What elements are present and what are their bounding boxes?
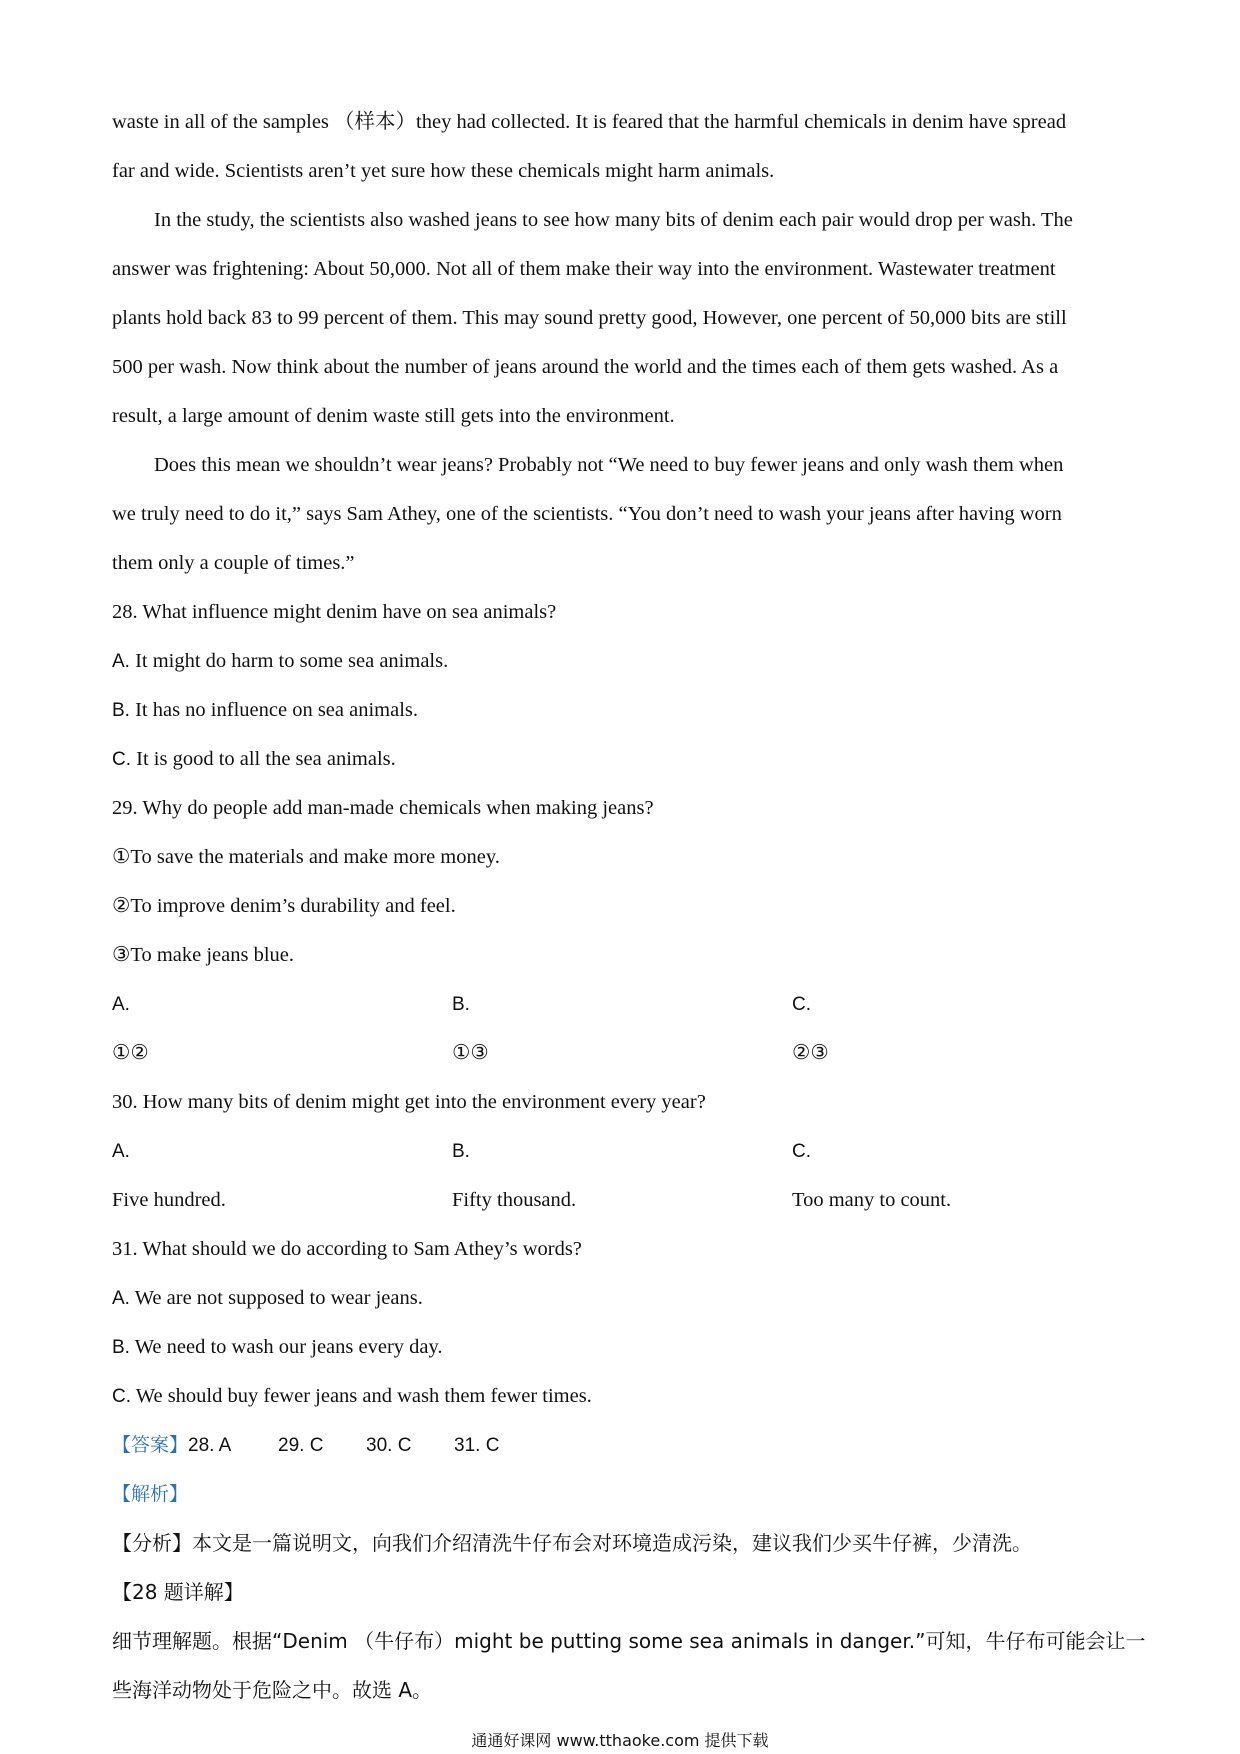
- option-b: [112, 1323, 1130, 1372]
- option-letter: B.: [452, 1141, 470, 1162]
- analysis-label: 【解析】: [112, 1483, 189, 1505]
- answer-item: 30. C: [366, 1435, 412, 1456]
- question-29: [112, 784, 1130, 1078]
- passage-line: we truly need to do it,” says Sam Athey, one of the scientists. “You don’t need to wash your jeans after having worn: [112, 503, 1062, 525]
- option-text: It has no influence on sea animals.: [135, 699, 419, 721]
- option-a: [112, 637, 1130, 686]
- option-text: Too many to count.: [792, 1189, 952, 1211]
- option-text: We are not supposed to wear jeans.: [134, 1287, 423, 1309]
- question-31: [112, 1225, 1130, 1421]
- statement-item: ③To make jeans blue.: [112, 944, 295, 966]
- option-letter: A.: [112, 1288, 130, 1309]
- option-letter: C.: [792, 1141, 811, 1162]
- option-text: Fifty thousand.: [452, 1189, 577, 1211]
- answer-item: 28. A: [188, 1435, 232, 1456]
- option-a: [112, 1274, 1130, 1323]
- options-row: [112, 1127, 1130, 1225]
- option-a: [112, 1127, 452, 1225]
- option-letter: A.: [112, 1141, 130, 1162]
- answer-item: 29. C: [278, 1435, 324, 1456]
- option-c: [112, 735, 1130, 784]
- option-text: It might do harm to some sea animals.: [135, 650, 449, 672]
- answer-label: 【答案】: [112, 1434, 189, 1456]
- page-footer: 通通好课网 www.tthaoke.com 提供下载: [471, 1731, 769, 1750]
- option-text: We need to wash our jeans every day.: [134, 1336, 443, 1358]
- statement-item: ①To save the materials and make more money.: [112, 846, 500, 868]
- option-letter: A.: [112, 994, 130, 1015]
- options-row: [112, 980, 1130, 1078]
- question-30: [112, 1078, 1130, 1225]
- passage-line: result, a large amount of denim waste still gets into the environment.: [112, 405, 675, 427]
- option-letter: B.: [452, 994, 470, 1015]
- option-letter: A.: [112, 651, 130, 672]
- question-stem: 28. What influence might denim have on sea animals?: [112, 601, 557, 623]
- option-c: [792, 1127, 951, 1225]
- document-page: [112, 98, 1146, 1715]
- option-letter: C.: [112, 749, 131, 770]
- passage-line: them only a couple of times.”: [112, 552, 355, 574]
- option-letter: C.: [112, 1386, 131, 1407]
- option-text: ①②: [112, 1042, 149, 1064]
- option-letter: B.: [112, 1337, 130, 1358]
- option-text: ②③: [792, 1042, 829, 1064]
- passage-line: answer was frightening: About 50,000. Not all of them make their way into the environment. Wastewater treatment: [112, 258, 1056, 280]
- passage-line: Does this mean we shouldn’t wear jeans? Probably not “We need to buy fewer jeans and only wash them when: [154, 454, 1064, 476]
- option-text: It is good to all the sea animals.: [136, 748, 396, 770]
- question-stem: 30. How many bits of denim might get into the environment every year?: [112, 1091, 706, 1113]
- option-a: [112, 980, 452, 1078]
- q28-heading: 【28 题详解】: [112, 1580, 244, 1604]
- option-text: We should buy fewer jeans and wash them fewer times.: [135, 1385, 592, 1407]
- analysis-summary: 【分析】本文是一篇说明文，向我们介绍清洗牛仔布会对环境造成污染，建议我们少买牛仔裤，少清洗。: [112, 1531, 1032, 1555]
- question-stem: 29. Why do people add man-made chemicals when making jeans?: [112, 797, 654, 819]
- option-c: [112, 1372, 1130, 1421]
- q28-explanation-line: 细节理解题。根据“Denim （牛仔布）might be putting some sea animals in danger.”可知，牛仔布可能会让一: [112, 1629, 1146, 1653]
- passage-line: 500 per wash. Now think about the number of jeans around the world and the times each of them gets washed. As a: [112, 356, 1059, 378]
- option-text: Five hundred.: [112, 1189, 226, 1211]
- answer-item: 31. C: [454, 1435, 500, 1456]
- answer-line: [112, 1421, 1130, 1470]
- passage: [112, 98, 1130, 588]
- option-c: [792, 980, 829, 1078]
- passage-line: In the study, the scientists also washed jeans to see how many bits of denim each pair would drop per wash. The: [154, 209, 1073, 231]
- question-28: [112, 588, 1130, 784]
- passage-line: waste in all of the samples （样本）they had collected. It is feared that the harmful chemicals in denim have spread: [112, 111, 1067, 133]
- option-b: [452, 1127, 792, 1225]
- statement-item: ②To improve denim’s durability and feel.: [112, 895, 456, 917]
- option-letter: B.: [112, 700, 130, 721]
- option-b: [452, 980, 792, 1078]
- option-text: ①③: [452, 1042, 489, 1064]
- option-b: [112, 686, 1130, 735]
- q28-explanation-line: 些海洋动物处于危险之中。故选 A。: [112, 1678, 433, 1702]
- passage-line: plants hold back 83 to 99 percent of them. This may sound pretty good, However, one percent of 50,000 bits are still: [112, 307, 1067, 329]
- passage-line: far and wide. Scientists aren’t yet sure how these chemicals might harm animals.: [112, 160, 775, 182]
- question-stem: 31. What should we do according to Sam Athey’s words?: [112, 1238, 582, 1260]
- option-letter: C.: [792, 994, 811, 1015]
